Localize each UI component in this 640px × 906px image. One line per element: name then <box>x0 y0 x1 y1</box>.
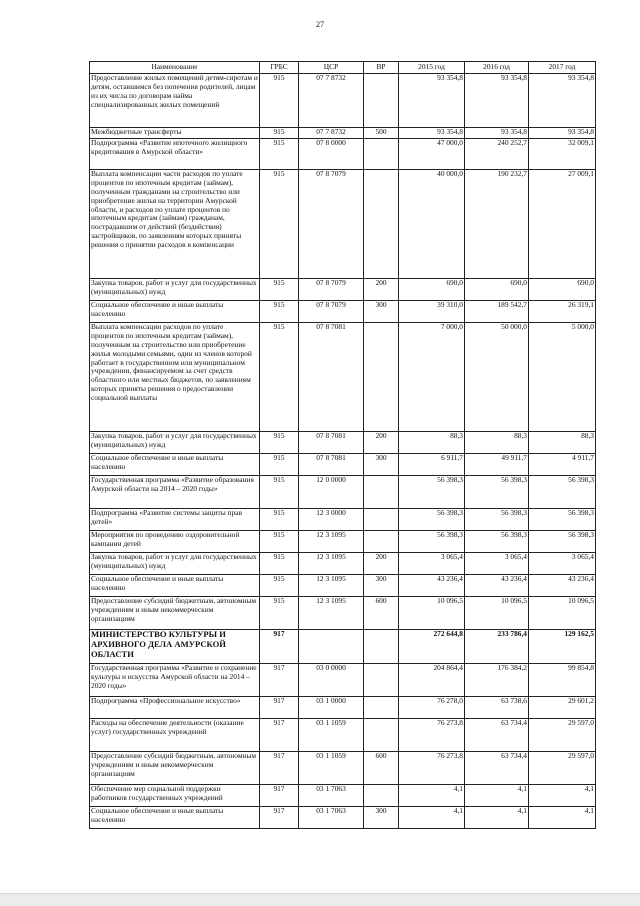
row-2017-cell: 43 236,4 <box>529 575 596 597</box>
row-2016-cell: 43 236,4 <box>465 575 529 597</box>
row-vr-cell <box>364 630 399 664</box>
row-2015-cell: 56 398,3 <box>399 531 465 553</box>
table-row <box>90 128 596 139</box>
row-2016-cell: 240 252,7 <box>465 139 529 170</box>
row-2017-cell: 29 597,0 <box>529 719 596 752</box>
row-vr-cell: 200 <box>364 432 399 454</box>
header-vr: ВР <box>364 62 399 74</box>
row-csr-cell: 03 1 7063 <box>299 785 364 807</box>
header-grbs: ГРБС <box>260 62 299 74</box>
row-grbs-cell: 915 <box>260 476 299 509</box>
row-2017-cell: 5 000,0 <box>529 323 596 432</box>
row-2017-cell: 10 096,5 <box>529 597 596 630</box>
row-vr-cell <box>364 170 399 279</box>
row-grbs-cell: 915 <box>260 432 299 454</box>
row-vr-cell: 300 <box>364 454 399 476</box>
row-2015-cell: 56 398,3 <box>399 509 465 531</box>
header-2015: 2015 год <box>399 62 465 74</box>
header-csr: ЦСР <box>299 62 364 74</box>
row-2017-cell: 4,1 <box>529 785 596 807</box>
row-2016-cell: 233 786,4 <box>465 630 529 664</box>
row-grbs-cell: 915 <box>260 531 299 553</box>
row-name-cell: Закупка товаров, работ и услуг для государственных (муниципальных) нужд <box>90 432 260 454</box>
row-2015-cell: 690,0 <box>399 279 465 301</box>
row-2015-cell: 4,1 <box>399 807 465 829</box>
row-csr-cell: 03 0 0000 <box>299 664 364 697</box>
row-2015-cell: 76 273,8 <box>399 752 465 785</box>
row-vr-cell <box>364 697 399 719</box>
row-2015-cell: 47 000,0 <box>399 139 465 170</box>
row-grbs-cell: 915 <box>260 597 299 630</box>
row-grbs-cell: 915 <box>260 553 299 575</box>
row-name-cell: Закупка товаров, работ и услуг для государственных (муниципальных) нужд <box>90 279 260 301</box>
row-2016-cell: 63 738,6 <box>465 697 529 719</box>
row-grbs-cell: 917 <box>260 664 299 697</box>
row-grbs-cell: 917 <box>260 785 299 807</box>
row-2015-cell: 43 236,4 <box>399 575 465 597</box>
row-name-cell: Выплата компенсации части расходов по уплате процентов по ипотечным кредитам (займам), полученным гражданами на строительство или приобретение жилья на территории Амурской области, и расходов по уплате процентов по ипотечным кредитам (займам) гражданам, пострадавшим от действий (бездействия) застройщиков, по заявлениям которых приняты решения о принятии расходов в компенсации <box>90 170 260 279</box>
row-vr-cell: 500 <box>364 128 399 139</box>
row-grbs-cell: 915 <box>260 279 299 301</box>
row-vr-cell <box>364 509 399 531</box>
row-2016-cell: 56 398,3 <box>465 476 529 509</box>
table-row <box>90 752 596 785</box>
page-number: 27 <box>316 20 324 29</box>
table-body <box>90 74 596 829</box>
row-2016-cell: 49 911,7 <box>465 454 529 476</box>
row-vr-cell: 600 <box>364 752 399 785</box>
row-2016-cell: 189 542,7 <box>465 301 529 323</box>
row-grbs-cell: 917 <box>260 630 299 664</box>
table-row <box>90 785 596 807</box>
row-vr-cell: 300 <box>364 807 399 829</box>
table-row <box>90 630 596 664</box>
row-name-cell: Подпрограмма «Развитие системы защиты прав детей» <box>90 509 260 531</box>
header-2016: 2016 год <box>465 62 529 74</box>
row-vr-cell: 600 <box>364 597 399 630</box>
row-vr-cell <box>364 323 399 432</box>
row-2016-cell: 3 065,4 <box>465 553 529 575</box>
row-2016-cell: 93 354,8 <box>465 128 529 139</box>
row-2016-cell: 93 354,8 <box>465 74 529 128</box>
table-row <box>90 597 596 630</box>
row-name-cell: Социальное обеспечение и иные выплаты населению <box>90 301 260 323</box>
row-name-cell: Подпрограмма «Развитие ипотечного жилищного кредитования в Амурской области» <box>90 139 260 170</box>
row-grbs-cell: 917 <box>260 807 299 829</box>
table-row <box>90 454 596 476</box>
row-grbs-cell: 915 <box>260 170 299 279</box>
table-row <box>90 553 596 575</box>
row-grbs-cell: 915 <box>260 509 299 531</box>
row-2015-cell: 3 065,4 <box>399 553 465 575</box>
row-name-cell: Закупка товаров, работ и услуг для государственных (муниципальных) нужд <box>90 553 260 575</box>
row-2016-cell: 690,0 <box>465 279 529 301</box>
row-name-cell: Социальное обеспечение и иные выплаты населению <box>90 807 260 829</box>
row-vr-cell <box>364 139 399 170</box>
row-vr-cell: 200 <box>364 553 399 575</box>
row-grbs-cell: 915 <box>260 454 299 476</box>
row-vr-cell <box>364 476 399 509</box>
row-name-cell: Расходы на обеспечение деятельности (оказание услуг) государственных учреждений <box>90 719 260 752</box>
row-name-cell: Подпрограмма «Профессиональное искусство» <box>90 697 260 719</box>
row-vr-cell: 300 <box>364 575 399 597</box>
row-2015-cell: 76 278,0 <box>399 697 465 719</box>
row-2017-cell: 129 162,5 <box>529 630 596 664</box>
row-csr-cell: 03 1 1059 <box>299 752 364 785</box>
row-2017-cell: 93 354,8 <box>529 128 596 139</box>
table-row <box>90 719 596 752</box>
row-2017-cell: 93 354,8 <box>529 74 596 128</box>
row-2016-cell: 88,3 <box>465 432 529 454</box>
row-2017-cell: 690,0 <box>529 279 596 301</box>
table-row <box>90 509 596 531</box>
row-vr-cell <box>364 664 399 697</box>
row-csr-cell: 12 3 0000 <box>299 509 364 531</box>
table-row <box>90 139 596 170</box>
table-row <box>90 323 596 432</box>
budget-table <box>89 61 596 829</box>
row-2017-cell: 56 398,3 <box>529 531 596 553</box>
row-csr-cell: 07 8 7079 <box>299 279 364 301</box>
row-csr-cell: 12 3 1095 <box>299 553 364 575</box>
row-2015-cell: 93 354,8 <box>399 128 465 139</box>
row-csr-cell: 12 0 0000 <box>299 476 364 509</box>
row-name-cell: Предоставление жилых помещений детям-сиротам и детям, оставшимся без попечения родителей, лицам из их числа по договорам найма специализированных жилых помещений <box>90 74 260 128</box>
row-2017-cell: 88,3 <box>529 432 596 454</box>
row-csr-cell: 12 3 1095 <box>299 575 364 597</box>
row-csr-cell: 07 8 0000 <box>299 139 364 170</box>
row-csr-cell: 07 8 7081 <box>299 323 364 432</box>
table-row <box>90 697 596 719</box>
row-2017-cell: 4,1 <box>529 807 596 829</box>
row-csr-cell: 03 1 1059 <box>299 719 364 752</box>
row-2015-cell: 204 864,4 <box>399 664 465 697</box>
row-name-cell: Государственная программа «Развитие образования Амурской области на 2014 – 2020 годы» <box>90 476 260 509</box>
row-name-cell: МИНИСТЕРСТВО КУЛЬТУРЫ И АРХИВНОГО ДЕЛА АМУРСКОЙ ОБЛАСТИ <box>90 630 260 664</box>
row-grbs-cell: 915 <box>260 301 299 323</box>
row-2017-cell: 32 009,1 <box>529 139 596 170</box>
table-row <box>90 807 596 829</box>
row-name-cell: Мероприятия по проведению оздоровительной кампании детей <box>90 531 260 553</box>
row-grbs-cell: 915 <box>260 128 299 139</box>
row-2016-cell: 63 734,4 <box>465 752 529 785</box>
row-2015-cell: 93 354,8 <box>399 74 465 128</box>
row-name-cell: Обеспечение мер социальной поддержки работников государственных учреждений <box>90 785 260 807</box>
row-2016-cell: 56 398,3 <box>465 509 529 531</box>
row-grbs-cell: 917 <box>260 752 299 785</box>
table-row <box>90 664 596 697</box>
row-name-cell: Предоставление субсидий бюджетным, автономным учреждениям и иным некоммерческим организациям <box>90 752 260 785</box>
row-2015-cell: 10 096,5 <box>399 597 465 630</box>
row-2015-cell: 56 398,3 <box>399 476 465 509</box>
header-2017: 2017 год <box>529 62 596 74</box>
row-2017-cell: 29 601,2 <box>529 697 596 719</box>
row-2016-cell: 4,1 <box>465 807 529 829</box>
row-2017-cell: 29 597,0 <box>529 752 596 785</box>
row-grbs-cell: 915 <box>260 74 299 128</box>
row-csr-cell: 07 8 7081 <box>299 432 364 454</box>
row-2016-cell: 4,1 <box>465 785 529 807</box>
row-name-cell: Межбюджетные трансферты <box>90 128 260 139</box>
row-2015-cell: 88,3 <box>399 432 465 454</box>
row-2016-cell: 190 232,7 <box>465 170 529 279</box>
row-csr-cell: 07 8 7079 <box>299 301 364 323</box>
table-row <box>90 575 596 597</box>
table-row <box>90 476 596 509</box>
row-2016-cell: 63 734,4 <box>465 719 529 752</box>
table-row <box>90 432 596 454</box>
row-csr-cell: 03 1 7063 <box>299 807 364 829</box>
row-2017-cell: 56 398,3 <box>529 476 596 509</box>
row-csr-cell: 07 7 8732 <box>299 128 364 139</box>
row-2015-cell: 4,1 <box>399 785 465 807</box>
row-vr-cell <box>364 531 399 553</box>
row-grbs-cell: 915 <box>260 139 299 170</box>
row-2016-cell: 50 000,0 <box>465 323 529 432</box>
row-name-cell: Социальное обеспечение и иные выплаты населению <box>90 454 260 476</box>
row-csr-cell: 07 7 8732 <box>299 74 364 128</box>
row-2017-cell: 4 911,7 <box>529 454 596 476</box>
row-2015-cell: 40 000,0 <box>399 170 465 279</box>
row-vr-cell: 300 <box>364 301 399 323</box>
row-2015-cell: 7 000,0 <box>399 323 465 432</box>
row-grbs-cell: 915 <box>260 323 299 432</box>
row-csr-cell <box>299 630 364 664</box>
row-csr-cell: 03 1 0000 <box>299 697 364 719</box>
row-name-cell: Выплата компенсации расходов по уплате процентов по ипотечным кредитам (займам), полученным на строительство или приобретение жилья молодыми семьями, один из членов которой работает в государственном или муниципальном учреждении, финансируемом за счет средств областного или местных бюджетов, по заявлениям которых приняты решения о предоставлении социальной выплаты <box>90 323 260 432</box>
row-2015-cell: 6 911,7 <box>399 454 465 476</box>
row-2015-cell: 39 310,0 <box>399 301 465 323</box>
row-2015-cell: 76 273,8 <box>399 719 465 752</box>
row-2017-cell: 56 398,3 <box>529 509 596 531</box>
row-grbs-cell: 915 <box>260 575 299 597</box>
table-row <box>90 301 596 323</box>
row-csr-cell: 07 8 7079 <box>299 170 364 279</box>
viewer-bottom-edge <box>0 893 640 906</box>
row-csr-cell: 12 3 1095 <box>299 531 364 553</box>
row-2015-cell: 272 644,8 <box>399 630 465 664</box>
row-vr-cell: 200 <box>364 279 399 301</box>
row-2017-cell: 3 065,4 <box>529 553 596 575</box>
row-grbs-cell: 917 <box>260 697 299 719</box>
row-vr-cell <box>364 785 399 807</box>
table-row <box>90 531 596 553</box>
table-row <box>90 170 596 279</box>
table-row <box>90 74 596 128</box>
row-name-cell: Предоставление субсидий бюджетным, автономным учреждениям и иным некоммерческим организациям <box>90 597 260 630</box>
row-grbs-cell: 917 <box>260 719 299 752</box>
row-name-cell: Социальное обеспечение и иные выплаты населению <box>90 575 260 597</box>
row-2017-cell: 26 319,1 <box>529 301 596 323</box>
row-2016-cell: 10 096,5 <box>465 597 529 630</box>
row-2016-cell: 56 398,3 <box>465 531 529 553</box>
row-2016-cell: 176 384,2 <box>465 664 529 697</box>
table-header-row <box>90 62 596 74</box>
row-2017-cell: 27 009,1 <box>529 170 596 279</box>
row-csr-cell: 12 3 1095 <box>299 597 364 630</box>
row-2017-cell: 99 854,8 <box>529 664 596 697</box>
row-csr-cell: 07 8 7081 <box>299 454 364 476</box>
row-vr-cell <box>364 74 399 128</box>
row-vr-cell <box>364 719 399 752</box>
header-name: Наименование <box>90 62 260 74</box>
row-name-cell: Государственная программа «Развитие и сохранение культуры и искусства Амурской области на 2014 – 2020 годы» <box>90 664 260 697</box>
table-row <box>90 279 596 301</box>
